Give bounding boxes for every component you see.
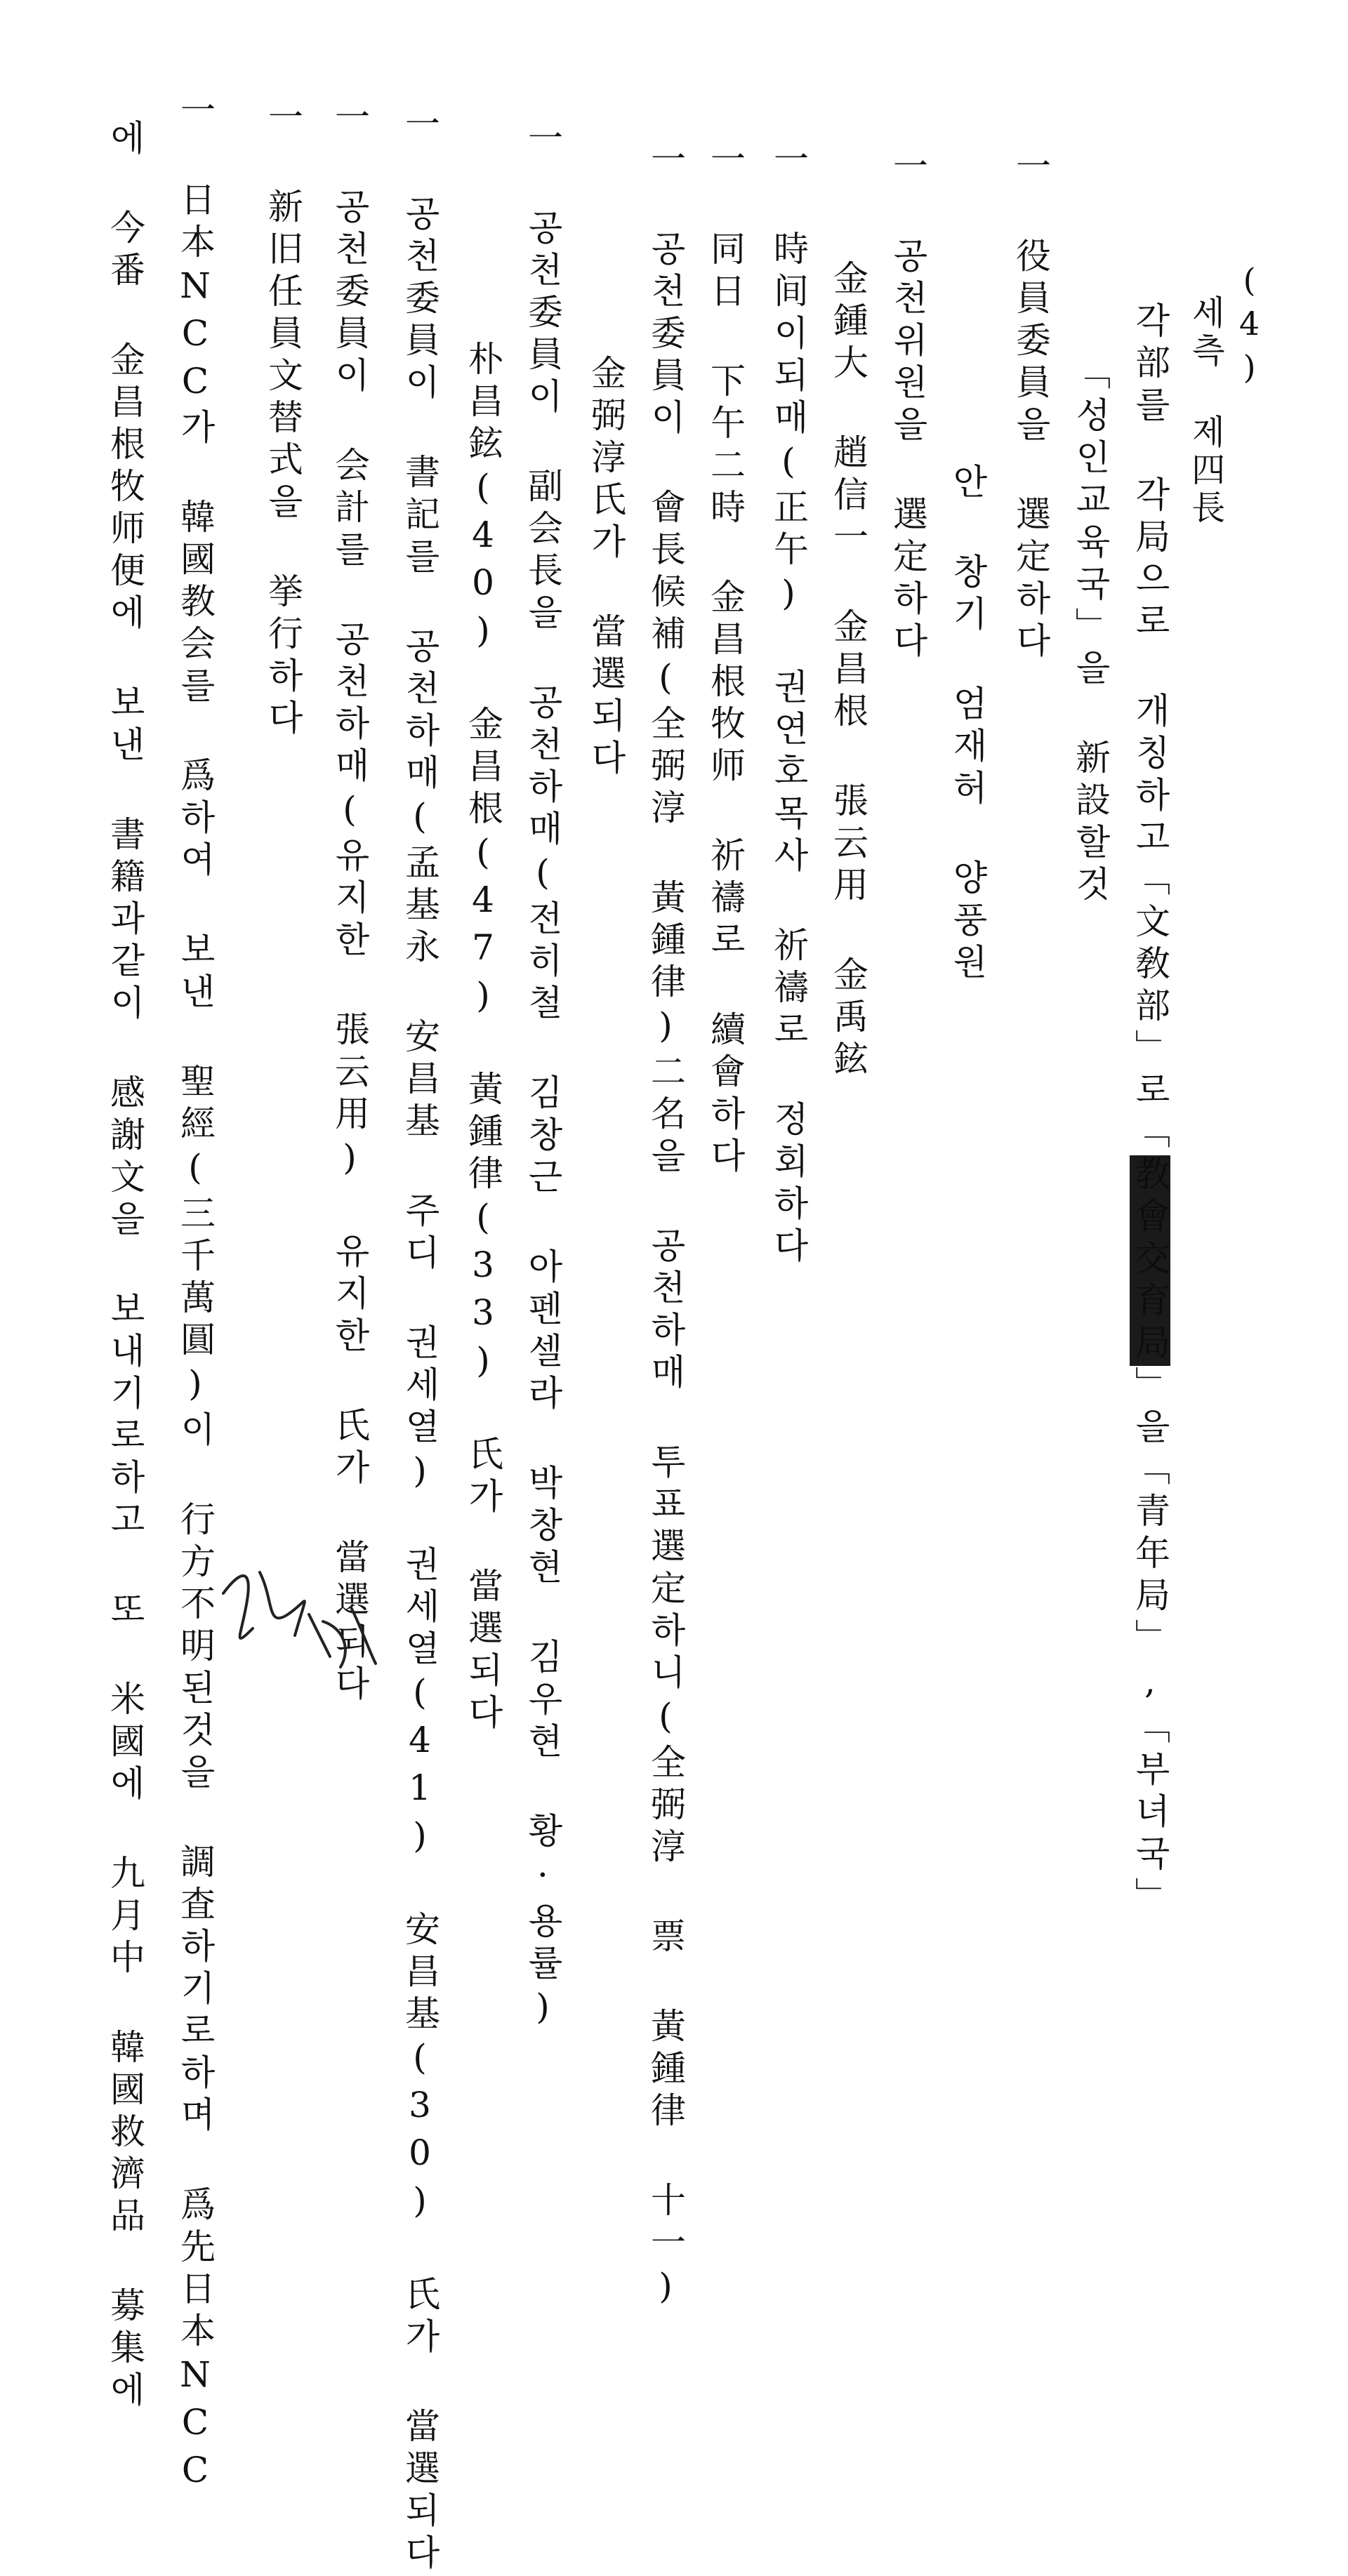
text-column-17: 에 今番 金昌根牧师便에 보낸 書籍과같이 感謝文을 보내기로하고 또 米國에 九月中 韓國救濟品 募集에 — [105, 119, 145, 2413]
text-column-11: 一 공천委員이 副会長을 공천하매(전히철 김창근 아펜셀라 박창현 김우현 황·용률) — [522, 119, 563, 2034]
text-column-5: 一 공천위원을 選定하다 — [887, 147, 928, 664]
column-text: 」을「青年局」,「부녀국」 — [1130, 1366, 1170, 1919]
text-column-4: 안 창기 엄재허 양풍원 — [947, 463, 988, 985]
text-column-6: 金鍾大 趙信一 金昌根 張云用 金禹鉉 — [828, 260, 868, 1082]
text-column-16: 一 日本NCC가 韓國教会를 爲하여 보낸 聖經(三千萬圓)이 行方不明된것을 調査하기로하며 爲先日本NCC — [175, 91, 216, 2497]
text-column-14: 一 공천委員이 会計를 공천하매(유지한 張云用) 유지한 氏가 當選되다 — [329, 98, 370, 1707]
text-column-2: 「성인교육국」을 新設할것 — [1070, 354, 1111, 908]
page-number: (4) — [1230, 261, 1269, 392]
text-column-8: 一 同日 下午二時 金昌根牧师 祈禱로 續會하다 — [705, 140, 746, 1179]
text-column-3: 一 役員委員을 選定하다 — [1010, 147, 1051, 664]
text-column-10: 金弼淳氏가 當選되다 — [586, 354, 626, 781]
column-text: 각部를 각局으로 개칭하고「文敎部」로「 — [1130, 302, 1170, 1155]
text-column-13: 一 공천委員이 書記를 공천하매(孟基永 安昌基 주디 권세열) 권세열(41) 安昌基(30) 氏가 當選되다 — [399, 105, 440, 2576]
text-column-7: 一 時间이되매(正午) 권연호목사 祈禱로 정회하다 — [768, 140, 809, 1269]
text-column-9: 一 공천委員이 會長候補(全弼淳 黃鍾律)二名을 공천하매 투표選定하니(全弼淳 票 黃鍾律 十一) — [645, 140, 686, 2313]
text-column-1 — [1130, 302, 1169, 1919]
handwritten-signature — [211, 1544, 386, 1678]
text-column-12: 朴昌鉉(40) 金昌根(47) 黃鍾律(33) 氏가 當選되다 — [463, 340, 503, 1736]
page-heading: 세측 제四長 — [1185, 295, 1225, 528]
redacted-text: 教會交育局 — [1130, 1155, 1170, 1366]
text-column-15: 一 新旧任員文替式을 挙行하다 — [263, 98, 303, 741]
